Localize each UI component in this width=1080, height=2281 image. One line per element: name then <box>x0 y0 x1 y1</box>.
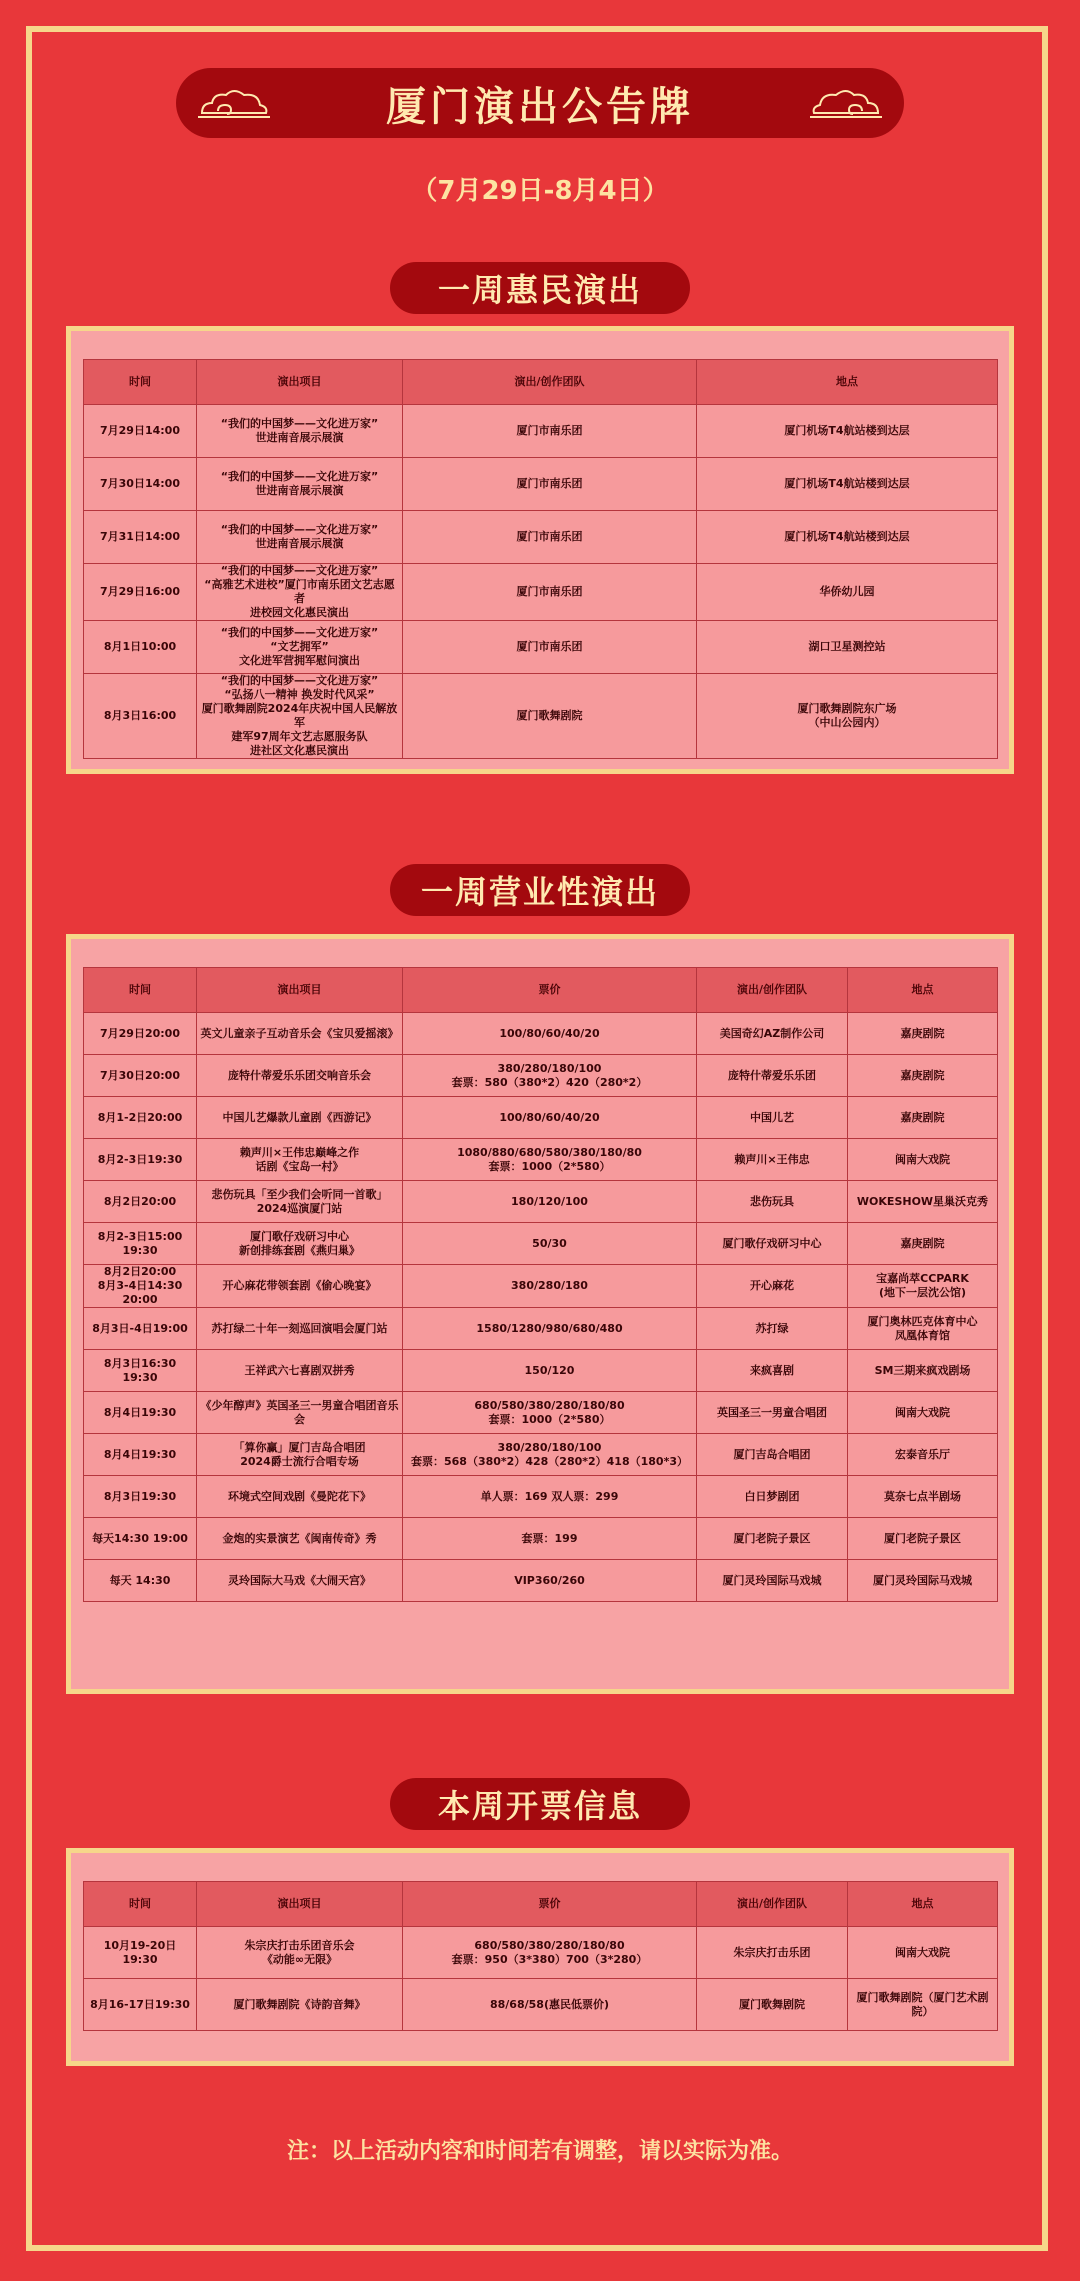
price-cell-line: 单人票：169 双人票：299 <box>480 1489 619 1503</box>
price-cell-line: 380/280/180/100 <box>497 1440 602 1454</box>
program-cell <box>197 1476 403 1518</box>
venue-cell <box>848 1308 998 1350</box>
column-header: 时间 <box>84 1882 197 1927</box>
team-cell-line: 悲伤玩具 <box>750 1194 794 1208</box>
table-row <box>84 1055 998 1097</box>
column-header: 演出/创作团队 <box>403 360 697 405</box>
table-row <box>84 621 998 674</box>
price-cell-line: 1080/880/680/580/380/180/80 <box>457 1145 642 1159</box>
program-cell-line: “我们的中国梦——文化进万家” <box>220 626 379 639</box>
table-row <box>84 405 998 458</box>
program-cell-line: 开心麻花带领套剧《偷心晚宴》 <box>222 1279 377 1292</box>
team-cell: 厦门市南乐团 <box>403 621 697 674</box>
venue-cell-line: 厦门机场T4航站楼到达层 <box>784 477 910 490</box>
time-cell-line: 8月2日20:00 <box>103 1265 177 1278</box>
program-cell-line: 金炮的实景演艺《闽南传奇》秀 <box>222 1531 377 1545</box>
column-header: 地点 <box>848 968 998 1013</box>
time-cell <box>84 1181 197 1223</box>
time-cell-line: 8月3日19:30 <box>103 1489 177 1503</box>
program-cell-line: 2024巡演厦门站 <box>256 1201 343 1215</box>
program-cell-line: 进社区文化惠民演出 <box>250 744 349 757</box>
table-row <box>84 1181 998 1223</box>
time-cell <box>84 1476 197 1518</box>
team-cell <box>697 1518 848 1560</box>
table-row <box>84 1223 998 1265</box>
program-cell <box>197 405 403 458</box>
section-heading-ticketing: 本周开票信息 <box>390 1778 690 1830</box>
team-cell <box>697 1097 848 1139</box>
time-cell-line: 8月2-3日15:00 19:30 <box>97 1229 183 1257</box>
team-cell <box>697 1139 848 1181</box>
team-cell-line: 朱宗庆打击乐团 <box>733 1945 811 1959</box>
date-range: （7月29日-8月4日） <box>411 176 669 206</box>
title-banner <box>176 68 904 138</box>
time-cell-line: 8月3日16:30 19:30 <box>103 1356 177 1384</box>
venue-cell <box>697 674 998 759</box>
price-cell-line: VIP360/260 <box>514 1573 585 1587</box>
team-cell <box>697 1265 848 1308</box>
price-cell <box>403 1055 697 1097</box>
table-row <box>84 1350 998 1392</box>
program-cell <box>197 674 403 759</box>
venue-cell-line: 厦门歌舞剧院东广场 <box>797 702 897 715</box>
venue-cell <box>697 564 998 621</box>
public-shows-panel <box>66 326 1014 774</box>
team-cell: 厦门歌舞剧院 <box>403 674 697 759</box>
table-row <box>84 1476 998 1518</box>
price-cell <box>403 1350 697 1392</box>
program-cell <box>197 1308 403 1350</box>
time-cell-line: 8月4日19:30 <box>103 1447 177 1461</box>
column-header: 演出/创作团队 <box>697 1882 848 1927</box>
venue-cell <box>848 1476 998 1518</box>
program-cell <box>197 1979 403 2031</box>
program-cell <box>197 511 403 564</box>
venue-cell <box>697 511 998 564</box>
table-row <box>84 1265 998 1308</box>
team-cell <box>697 1055 848 1097</box>
auspicious-cloud-icon <box>810 85 882 121</box>
team-cell <box>697 1181 848 1223</box>
team-cell <box>697 1013 848 1055</box>
program-cell <box>197 1055 403 1097</box>
program-cell <box>197 1097 403 1139</box>
time-cell: 7月30日14:00 <box>84 458 197 511</box>
venue-cell-line: 厦门灵玲国际马戏城 <box>873 1573 972 1587</box>
venue-cell-line: 厦门奥林匹克体育中心 <box>867 1314 978 1328</box>
program-cell-line: 赖声川×王伟忠巅峰之作 <box>239 1145 360 1159</box>
venue-cell-line: (地下一层沈公馆) <box>878 1286 967 1299</box>
program-cell <box>197 1223 403 1265</box>
program-cell <box>197 1392 403 1434</box>
time-cell: 8月1日10:00 <box>84 621 197 674</box>
program-cell-line: 悲伤玩具「至少我们会听同一首歌」 <box>211 1187 388 1201</box>
time-cell-line: 每天 14:30 <box>109 1573 171 1587</box>
column-header: 演出项目 <box>197 1882 403 1927</box>
program-cell-line: “我们的中国梦——文化进万家” <box>220 523 379 536</box>
program-cell-line: 世进南音展示展演 <box>255 431 344 444</box>
team-cell-line: 厦门歌舞剧院 <box>739 1997 805 2011</box>
time-cell <box>84 1265 197 1308</box>
price-cell <box>403 1139 697 1181</box>
price-cell <box>403 1979 697 2031</box>
time-cell <box>84 1392 197 1434</box>
time-cell <box>84 1927 197 1979</box>
venue-cell <box>697 621 998 674</box>
program-cell <box>197 621 403 674</box>
program-cell-line: 《少年醇声》英国圣三一男童合唱团音乐会 <box>200 1398 399 1426</box>
auspicious-cloud-icon <box>198 85 270 121</box>
venue-cell-line: 厦门歌舞剧院（厦门艺术剧院） <box>856 1990 989 2018</box>
program-cell-line: 厦门歌舞剧院《诗韵音舞》 <box>233 1997 366 2011</box>
commercial-shows-panel <box>66 934 1014 1694</box>
program-cell-line: 世进南音展示展演 <box>255 537 344 550</box>
team-cell-line: 来疯喜剧 <box>750 1363 794 1377</box>
venue-cell <box>848 1927 998 1979</box>
table-row <box>84 1434 998 1476</box>
venue-cell-line: 嘉庚剧院 <box>900 1236 945 1250</box>
column-header: 地点 <box>697 360 998 405</box>
venue-cell <box>848 1139 998 1181</box>
program-cell-line: 2024爵士流行合唱专场 <box>240 1454 359 1468</box>
program-cell-line: 新创排练套剧《燕归巢》 <box>239 1243 360 1257</box>
column-header: 演出项目 <box>197 360 403 405</box>
team-cell-line: 庞特什蒂爱乐乐团 <box>728 1068 816 1082</box>
team-cell: 厦门市南乐团 <box>403 564 697 621</box>
table-row <box>84 1392 998 1434</box>
table-row <box>84 1518 998 1560</box>
time-cell <box>84 1308 197 1350</box>
venue-cell <box>848 1434 998 1476</box>
time-cell-line: 每天14:30 19:00 <box>92 1531 188 1545</box>
venue-cell-line: 湖口卫星测控站 <box>808 640 886 653</box>
price-cell-line: 100/80/60/40/20 <box>499 1110 600 1124</box>
column-header: 票价 <box>403 1882 697 1927</box>
price-cell-line: 680/580/380/280/180/80 <box>474 1938 625 1952</box>
venue-cell-line: 莫奈七点半剧场 <box>884 1489 961 1503</box>
program-cell-line: “我们的中国梦——文化进万家” <box>220 564 379 577</box>
program-cell-line: “我们的中国梦——文化进万家” <box>220 674 379 687</box>
program-cell <box>197 458 403 511</box>
time-cell <box>84 1223 197 1265</box>
price-cell-line: 套票：1000（2*580） <box>488 1159 611 1173</box>
price-cell-line: 88/68/58(惠民低票价) <box>489 1997 609 2011</box>
venue-cell-line: 闽南大戏院 <box>895 1945 950 1959</box>
price-cell <box>403 1181 697 1223</box>
venue-cell-line: 厦门老院子景区 <box>884 1531 961 1545</box>
column-header: 票价 <box>403 968 697 1013</box>
program-cell-line: “弘扬八一精神 换发时代风采” <box>224 688 375 701</box>
team-cell-line: 白日梦剧团 <box>744 1489 800 1503</box>
column-header: 演出/创作团队 <box>697 968 848 1013</box>
table-row <box>84 1308 998 1350</box>
venue-cell <box>848 1181 998 1223</box>
table-row <box>84 511 998 564</box>
venue-cell-line: 厦门机场T4航站楼到达层 <box>784 530 910 543</box>
program-cell-line: “高雅艺术进校”厦门市南乐团文艺志愿者 <box>204 578 395 605</box>
team-cell-line: 英国圣三一男童合唱团 <box>717 1405 827 1419</box>
venue-cell <box>848 1013 998 1055</box>
team-cell <box>697 1392 848 1434</box>
price-cell-line: 50/30 <box>532 1236 567 1250</box>
program-cell-line: 《动能∞无限》 <box>261 1952 338 1966</box>
venue-cell-line: 宝嘉尚萃CCPARK <box>876 1272 969 1285</box>
price-cell <box>403 1518 697 1560</box>
time-cell <box>84 1560 197 1602</box>
table-row <box>84 1927 998 1979</box>
program-cell-line: 灵玲国际大马戏《大闹天宫》 <box>228 1573 371 1587</box>
column-header: 时间 <box>84 968 197 1013</box>
program-cell <box>197 1560 403 1602</box>
column-header: 演出项目 <box>197 968 403 1013</box>
price-cell <box>403 1013 697 1055</box>
team-cell-line: 开心麻花 <box>750 1279 794 1292</box>
team-cell <box>697 1350 848 1392</box>
program-cell-line: 王祥武六七喜剧双拼秀 <box>244 1363 355 1377</box>
venue-cell <box>697 458 998 511</box>
venue-cell-line: 嘉庚剧院 <box>900 1110 945 1124</box>
venue-cell-line: WOKESHOW星巢沃克秀 <box>856 1194 989 1208</box>
team-cell <box>697 1476 848 1518</box>
program-cell-line: 苏打绿二十年一刻巡回演唱会厦门站 <box>211 1321 388 1335</box>
venue-cell-line: 华侨幼儿园 <box>819 585 875 598</box>
time-cell-line: 10月19-20日19:30 <box>103 1938 177 1966</box>
program-cell <box>197 1139 403 1181</box>
price-cell-line: 150/120 <box>524 1363 575 1377</box>
section-heading-public: 一周惠民演出 <box>390 262 690 314</box>
table-row <box>84 1013 998 1055</box>
venue-cell-line: 宏泰音乐厅 <box>895 1447 950 1461</box>
table-row <box>84 458 998 511</box>
venue-cell-line: 嘉庚剧院 <box>900 1026 945 1040</box>
team-cell <box>697 1979 848 2031</box>
team-cell-line: 赖声川×王伟忠 <box>734 1152 810 1166</box>
venue-cell <box>848 1350 998 1392</box>
price-cell <box>403 1560 697 1602</box>
program-cell-line: 文化进军营拥军慰问演出 <box>239 654 360 667</box>
team-cell: 厦门市南乐团 <box>403 405 697 458</box>
time-cell-line: 8月1-2日20:00 <box>97 1110 183 1124</box>
time-cell <box>84 1518 197 1560</box>
time-cell-line: 8月2日20:00 <box>103 1194 177 1208</box>
program-cell-line: 话剧《宝岛一村》 <box>255 1159 344 1173</box>
venue-cell <box>848 1518 998 1560</box>
venue-cell-line: 凤凰体育馆 <box>895 1328 950 1342</box>
time-cell <box>84 1979 197 2031</box>
time-cell-line: 7月29日20:00 <box>100 1026 180 1040</box>
venue-cell <box>697 405 998 458</box>
table-row <box>84 1097 998 1139</box>
price-cell <box>403 1223 697 1265</box>
price-cell-line: 套票：568（380*2）428（280*2）418（180*3） <box>411 1454 688 1468</box>
team-cell-line: 美国奇幻AZ制作公司 <box>719 1026 825 1040</box>
program-cell-line: “我们的中国梦——文化进万家” <box>220 470 379 483</box>
venue-cell-line: 嘉庚剧院 <box>900 1068 945 1082</box>
time-cell: 7月29日14:00 <box>84 405 197 458</box>
team-cell <box>697 1308 848 1350</box>
program-cell <box>197 1518 403 1560</box>
time-cell-line: 8月3日-4日19:00 <box>92 1321 188 1335</box>
program-cell <box>197 1927 403 1979</box>
program-cell-line: 环境式空间戏剧《曼陀花下》 <box>228 1489 371 1503</box>
venue-cell-line: 厦门机场T4航站楼到达层 <box>784 424 910 437</box>
time-cell <box>84 1013 197 1055</box>
price-cell <box>403 1308 697 1350</box>
table-row <box>84 674 998 759</box>
price-cell <box>403 1392 697 1434</box>
venue-cell <box>848 1265 998 1308</box>
time-cell: 7月31日14:00 <box>84 511 197 564</box>
program-cell-line: 厦门歌仔戏研习中心 <box>250 1229 349 1243</box>
section-heading-commercial: 一周营业性演出 <box>390 864 690 916</box>
team-cell-line: 厦门灵玲国际马戏城 <box>722 1573 822 1587</box>
table-row <box>84 1979 998 2031</box>
venue-cell-line: 闽南大戏院 <box>895 1152 950 1166</box>
program-cell-line: 朱宗庆打击乐团音乐会 <box>244 1938 355 1952</box>
program-cell-line: “文艺拥军” <box>270 640 329 653</box>
program-cell-line: 进校园文化惠民演出 <box>250 606 349 619</box>
price-cell-line: 180/120/100 <box>511 1194 588 1208</box>
venue-cell-line: SM三期来疯戏剧场 <box>874 1363 971 1377</box>
table-row <box>84 564 998 621</box>
price-cell <box>403 1476 697 1518</box>
program-cell-line: 庞特什蒂爱乐乐团交响音乐会 <box>228 1068 371 1082</box>
venue-cell <box>848 1097 998 1139</box>
program-cell <box>197 1350 403 1392</box>
team-cell-line: 中国儿艺 <box>750 1110 794 1124</box>
venue-cell <box>848 1979 998 2031</box>
time-cell <box>84 1097 197 1139</box>
program-cell-line: 英文儿童亲子互动音乐会《宝贝爱摇滚》 <box>200 1026 399 1040</box>
price-cell <box>403 1434 697 1476</box>
time-cell-line: 8月4日19:30 <box>103 1405 177 1419</box>
table-row <box>84 1139 998 1181</box>
price-cell-line: 380/280/180 <box>511 1279 588 1292</box>
price-cell-line: 套票：199 <box>521 1531 578 1545</box>
footer-note: 注：以上活动内容和时间若有调整，请以实际为准。 <box>286 2139 793 2164</box>
price-cell-line: 380/280/180/100 <box>497 1061 602 1075</box>
program-cell-line: 建军97周年文艺志愿服务队 <box>231 730 368 743</box>
time-cell <box>84 1350 197 1392</box>
program-cell <box>197 1181 403 1223</box>
venue-cell <box>848 1392 998 1434</box>
table-row <box>84 1560 998 1602</box>
venue-cell <box>848 1560 998 1602</box>
price-cell <box>403 1927 697 1979</box>
ticketing-panel <box>66 1848 1014 2066</box>
time-cell-line: 8月2-3日19:30 <box>97 1152 183 1166</box>
public-shows-table <box>83 359 998 759</box>
team-cell-line: 厦门吉岛合唱团 <box>733 1447 811 1461</box>
venue-cell <box>848 1055 998 1097</box>
column-header: 地点 <box>848 1882 998 1927</box>
price-cell-line: 套票：950（3*380）700（3*280） <box>451 1952 648 1966</box>
price-cell <box>403 1097 697 1139</box>
team-cell <box>697 1927 848 1979</box>
column-header: 时间 <box>84 360 197 405</box>
ticketing-table <box>83 1881 998 2031</box>
time-cell-line: 8月3-4日14:30 20:00 <box>97 1279 183 1306</box>
venue-cell-line: 闽南大戏院 <box>895 1405 950 1419</box>
venue-cell-line: （中山公园内） <box>808 716 886 729</box>
team-cell: 厦门市南乐团 <box>403 458 697 511</box>
team-cell-line: 厦门歌仔戏研习中心 <box>722 1236 822 1250</box>
price-cell-line: 100/80/60/40/20 <box>499 1026 600 1040</box>
team-cell-line: 苏打绿 <box>755 1321 789 1335</box>
commercial-shows-table <box>83 967 998 1602</box>
time-cell-line: 8月16-17日19:30 <box>90 1997 190 2011</box>
program-cell-line: 世进南音展示展演 <box>255 484 344 497</box>
team-cell <box>697 1223 848 1265</box>
price-cell-line: 套票：1000（2*580） <box>488 1412 611 1426</box>
time-cell <box>84 1055 197 1097</box>
time-cell: 7月29日16:00 <box>84 564 197 621</box>
program-cell-line: 厦门歌舞剧院2024年庆祝中国人民解放军 <box>201 702 398 729</box>
time-cell-line: 7月30日20:00 <box>100 1068 180 1082</box>
program-cell-line: “我们的中国梦——文化进万家” <box>220 417 379 430</box>
page-title: 厦门演出公告牌 <box>386 83 694 130</box>
price-cell-line: 1580/1280/980/680/480 <box>476 1321 623 1335</box>
program-cell-line: 中国儿艺爆款儿童剧《西游记》 <box>222 1110 377 1124</box>
venue-cell <box>848 1223 998 1265</box>
program-cell <box>197 1434 403 1476</box>
price-cell-line: 套票：580（380*2）420（280*2） <box>451 1075 648 1089</box>
team-cell <box>697 1560 848 1602</box>
team-cell-line: 厦门老院子景区 <box>733 1531 811 1545</box>
time-cell <box>84 1434 197 1476</box>
price-cell-line: 680/580/380/280/180/80 <box>474 1398 625 1412</box>
team-cell <box>697 1434 848 1476</box>
price-cell <box>403 1265 697 1308</box>
time-cell: 8月3日16:00 <box>84 674 197 759</box>
program-cell <box>197 1013 403 1055</box>
time-cell <box>84 1139 197 1181</box>
team-cell: 厦门市南乐团 <box>403 511 697 564</box>
program-cell <box>197 564 403 621</box>
program-cell-line: 「算你赢」厦门吉岛合唱团 <box>233 1440 366 1454</box>
program-cell <box>197 1265 403 1308</box>
